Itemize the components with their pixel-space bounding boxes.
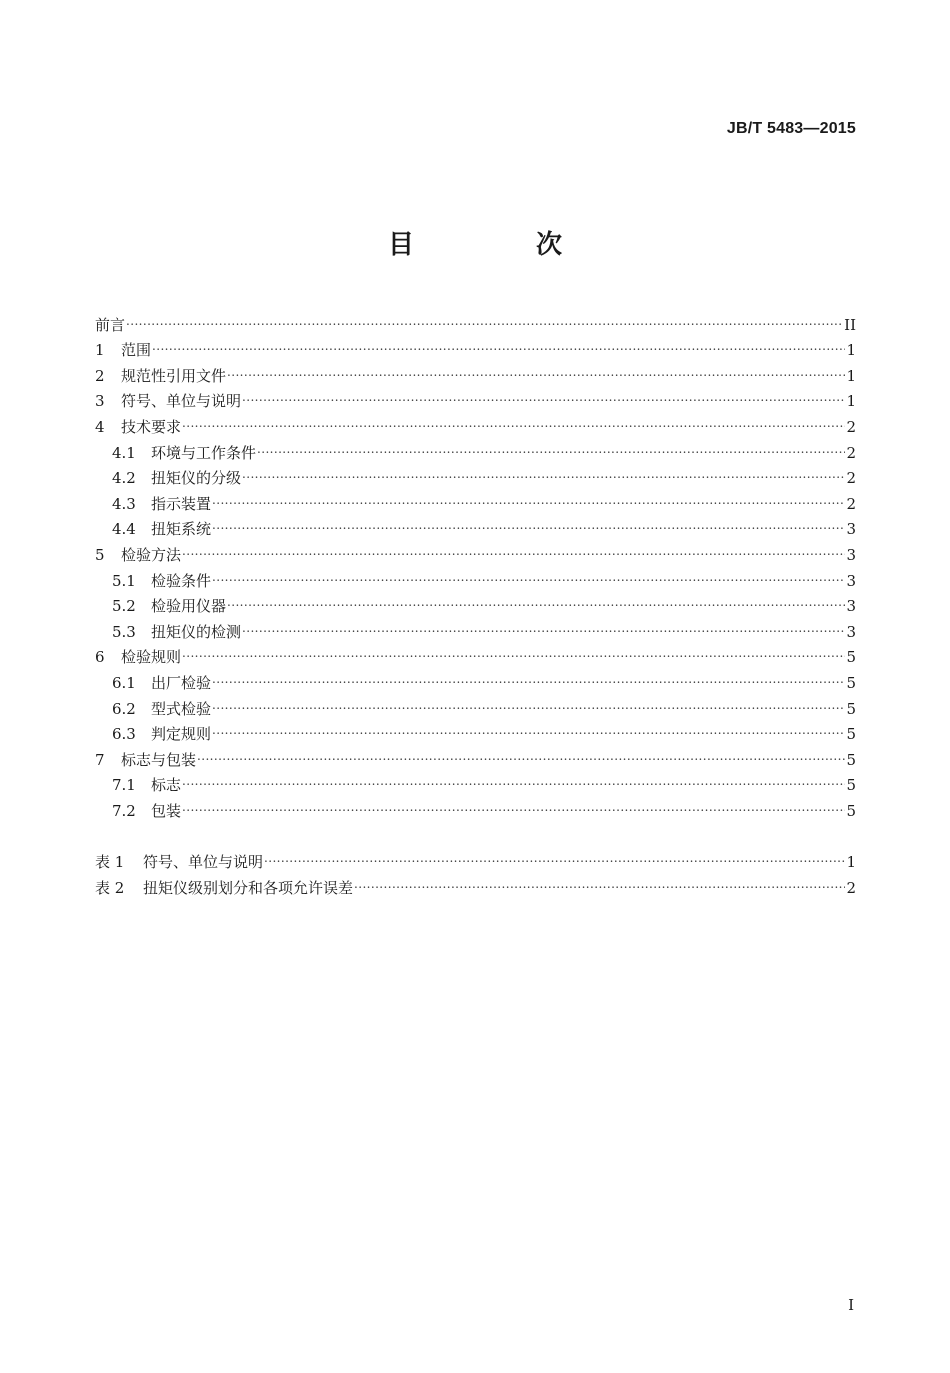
toc-entry-page: 5 xyxy=(846,801,856,820)
toc-entry-label: 扭矩系统 xyxy=(151,520,212,539)
toc-entry[interactable] xyxy=(95,560,856,590)
toc-entry[interactable] xyxy=(95,534,856,564)
toc-entry-page: 3 xyxy=(846,622,856,641)
dot-leader xyxy=(212,483,845,509)
page-number: I xyxy=(848,1296,854,1314)
toc-entry-page: 3 xyxy=(846,597,856,616)
toc-entry-label: 检验方法 xyxy=(121,545,182,564)
dot-leader xyxy=(212,560,845,586)
toc-entry-label: 扭矩仪级别划分和各项允许误差 xyxy=(143,879,354,898)
toc-entry-page: 3 xyxy=(846,520,856,539)
toc-entry-number: 5.2 xyxy=(112,597,136,616)
toc-entry[interactable] xyxy=(95,739,856,769)
toc-entries xyxy=(95,304,856,820)
toc-entry-page: 5 xyxy=(846,699,856,718)
toc-entry-label: 扭矩仪的分级 xyxy=(151,469,242,488)
toc-entry-label: 技术要求 xyxy=(121,417,182,436)
toc-entry-label: 型式检验 xyxy=(151,699,212,718)
toc-entry-label: 符号、单位与说明 xyxy=(143,853,264,872)
toc-entry-label: 扭矩仪的检测 xyxy=(151,622,242,641)
toc-entry-label: 前言 xyxy=(95,315,126,334)
toc-entry[interactable] xyxy=(95,304,856,334)
dot-leader xyxy=(182,765,845,791)
dot-leader xyxy=(212,688,845,714)
toc-entry-label: 范围 xyxy=(121,341,152,360)
toc-entry-label: 出厂检验 xyxy=(151,673,212,692)
dot-leader xyxy=(227,355,845,381)
toc-entry[interactable] xyxy=(95,330,856,360)
toc-entry-number: 表 1 xyxy=(95,853,125,872)
dot-leader xyxy=(197,739,845,765)
toc-entry-number: 7 xyxy=(95,750,105,769)
toc-entry-number: 6.2 xyxy=(112,699,136,718)
toc-entry-page: 2 xyxy=(846,417,856,436)
dot-leader xyxy=(242,611,845,637)
toc-entry-number: 6.1 xyxy=(112,673,136,692)
dot-leader xyxy=(242,458,845,484)
toc-entry-number: 3 xyxy=(95,392,105,411)
dot-leader xyxy=(242,381,845,407)
toc-entry[interactable] xyxy=(95,355,856,385)
toc-entry-page: 2 xyxy=(846,443,856,462)
toc-entry[interactable] xyxy=(95,790,856,820)
dot-leader xyxy=(264,842,845,868)
toc-entry-page: 5 xyxy=(846,750,856,769)
toc-entry-page: 5 xyxy=(846,725,856,744)
toc-entry-label: 标志 xyxy=(151,776,182,795)
toc-entry-page: 1 xyxy=(846,366,856,385)
toc-title: 目 次 xyxy=(387,230,610,260)
dot-leader xyxy=(126,304,843,330)
toc-entry-page: 5 xyxy=(846,776,856,795)
toc-entry-number: 表 2 xyxy=(95,879,125,898)
toc-entry[interactable] xyxy=(95,765,856,795)
toc-entry[interactable] xyxy=(95,432,856,462)
dot-leader xyxy=(182,406,845,432)
toc-entry-label: 符号、单位与说明 xyxy=(121,392,242,411)
dot-leader xyxy=(212,509,845,535)
toc-entry-number: 5.1 xyxy=(112,571,136,590)
toc-entry-page: 2 xyxy=(846,879,856,898)
toc-entry-number: 4.4 xyxy=(112,520,136,539)
toc-entry-number: 4 xyxy=(95,417,105,436)
dot-leader xyxy=(182,790,845,816)
toc-entry-number: 7.1 xyxy=(112,776,136,795)
toc-entry-page: 2 xyxy=(846,469,856,488)
toc-entry-number: 4.2 xyxy=(112,469,136,488)
dot-leader xyxy=(257,432,845,458)
standard-code: JB/T 5483—2015 xyxy=(726,120,856,137)
toc-entry-number: 5.3 xyxy=(112,622,136,641)
dot-leader xyxy=(152,330,845,356)
table-list xyxy=(95,842,856,898)
toc-entry-page: 3 xyxy=(846,545,856,564)
toc-entry[interactable] xyxy=(95,406,856,436)
toc-entry-number: 6.3 xyxy=(112,725,136,744)
toc-entry[interactable] xyxy=(95,637,856,667)
toc-entry-label: 检验规则 xyxy=(121,648,182,667)
toc-entry-number: 2 xyxy=(95,366,105,385)
toc-entry-number: 1 xyxy=(95,341,105,360)
toc-entry-label: 环境与工作条件 xyxy=(151,443,257,462)
toc-entry-page: 1 xyxy=(846,853,856,872)
toc-entry-label: 检验用仪器 xyxy=(151,597,227,616)
toc-entry[interactable] xyxy=(95,662,856,692)
toc-gap xyxy=(95,816,856,842)
toc-entry-number: 4.1 xyxy=(112,443,136,462)
dot-leader xyxy=(182,534,845,560)
toc-entry[interactable] xyxy=(95,842,856,872)
toc-entry-label: 标志与包装 xyxy=(121,750,197,769)
toc-entry-page: 5 xyxy=(846,673,856,692)
toc-entry-label: 检验条件 xyxy=(151,571,212,590)
toc-entry-label: 规范性引用文件 xyxy=(121,366,227,385)
toc-entry-page: 1 xyxy=(846,392,856,411)
toc-entry-page: II xyxy=(844,315,856,334)
dot-leader xyxy=(212,714,845,740)
toc-entry-number: 6 xyxy=(95,648,105,667)
toc-entry-number: 7.2 xyxy=(112,801,136,820)
dot-leader xyxy=(354,867,845,893)
toc-entry-label: 判定规则 xyxy=(151,725,212,744)
toc-entry-page: 3 xyxy=(846,571,856,590)
dot-leader xyxy=(227,586,845,612)
toc-entry-number: 5 xyxy=(95,545,105,564)
toc-entry-page: 1 xyxy=(846,341,856,360)
toc-entry-label: 指示装置 xyxy=(151,494,212,513)
dot-leader xyxy=(212,662,845,688)
toc-entry-number: 4.3 xyxy=(112,494,136,513)
table-of-contents xyxy=(95,304,856,898)
toc-entry-label: 包装 xyxy=(151,801,182,820)
toc-entry-page: 5 xyxy=(846,648,856,667)
toc-entry-page: 2 xyxy=(846,494,856,513)
dot-leader xyxy=(182,637,845,663)
